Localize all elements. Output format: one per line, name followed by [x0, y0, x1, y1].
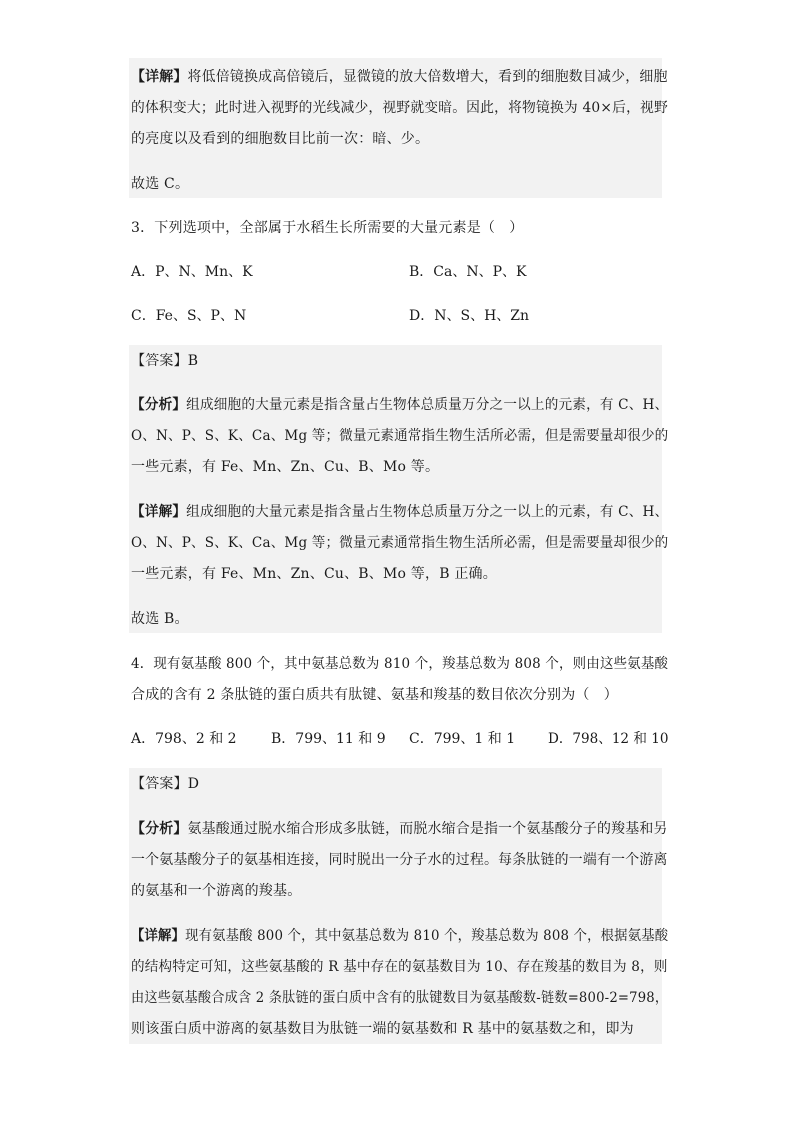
q3-option-c: C．Fe、S、P、N	[131, 308, 247, 324]
question-3-stem: 3．下列选项中，全部属于水稻生长所需要的大量元素是（ ）	[131, 220, 524, 236]
detail-line: 【详解】将低倍镜换成高倍镜后，显微镜的放大倍数增大，看到的细胞数目减少，细胞	[131, 69, 668, 85]
q4-analysis-line: 的氨基和一个游离的羧基。	[131, 883, 302, 899]
q4-option-a: A．798、2 和 2	[131, 731, 237, 747]
detail-line: 的亮度以及看到的细胞数目比前一次：暗、少。	[131, 131, 430, 147]
question-4-stem: 4．现有氨基酸 800 个，其中氨基总数为 810 个，羧基总数为 808 个，则由这些氨基酸	[131, 656, 669, 672]
q4-detail-line: 【详解】现有氨基酸 800 个，其中氨基总数为 810 个，羧基总数为 808 个，根据氨基酸	[131, 928, 669, 944]
detail-line: 的体积变大；此时进入视野的光线减少，视野就变暗。因此，将物镜换为 40×后，视野	[131, 100, 668, 116]
q3-analysis-line: 【分析】组成细胞的大量元素是指含量占生物体总质量万分之一以上的元素，有 C、H、	[131, 397, 669, 413]
conclusion: 故选 C。	[131, 176, 190, 192]
q4-analysis-line: 【分析】氨基酸通过脱水缩合形成多肽链，而脱水缩合是指一个氨基酸分子的羧基和另	[131, 821, 668, 837]
q3-option-a: A．P、N、Mn、K	[131, 264, 253, 280]
q3-analysis-line: O、N、P、S、K、Ca、Mg 等；微量元素通常指生物生活所必需，但是需要量却很少的	[131, 428, 669, 444]
q3-conclusion: 故选 B。	[131, 611, 189, 627]
q4-option-c: C．799、1 和 1	[409, 731, 516, 747]
q3-detail-line: 【详解】组成细胞的大量元素是指含量占生物体总质量万分之一以上的元素，有 C、H、	[131, 504, 669, 520]
q4-option-b: B．799、11 和 9	[271, 731, 386, 747]
q3-detail-line: 一些元素，有 Fe、Mn、Zn、Cu、B、Mo 等，B 正确。	[131, 566, 497, 582]
q4-detail-line: 则该蛋白质中游离的氨基数目为肽链一端的氨基数和 R 基中的氨基数之和，即为	[131, 1021, 634, 1037]
q3-option-d: D．N、S、H、Zn	[409, 308, 530, 324]
q3-option-b: B．Ca、N、P、K	[409, 264, 527, 280]
detail-tag: 【详解】	[131, 69, 188, 85]
q3-analysis-line: 一些元素，有 Fe、Mn、Zn、Cu、B、Mo 等。	[131, 459, 440, 475]
solution-shade-2	[129, 345, 662, 633]
q4-answer: 【答案】D	[131, 776, 200, 792]
q4-analysis-line: 一个氨基酸分子的氨基相连接，同时脱出一分子水的过程。每条肽链的一端有一个游离	[131, 852, 668, 868]
q4-detail-line: 由这些氨基酸合成含 2 条肽链的蛋白质中含有的肽键数目为氨基酸数-链数=800-2=798，	[131, 990, 669, 1006]
question-4-stem: 合成的含有 2 条肽链的蛋白质共有肽键、氨基和羧基的数目依次分别为（ ）	[131, 687, 619, 703]
q3-detail-line: O、N、P、S、K、Ca、Mg 等；微量元素通常指生物生活所必需，但是需要量却很少的	[131, 535, 669, 551]
analysis-tag: 【分析】	[131, 397, 187, 413]
detail-tag: 【详解】	[131, 928, 186, 944]
q4-detail-line: 的结构特定可知，这些氨基酸的 R 基中存在的氨基数目为 10、存在羧基的数目为 8，则	[131, 959, 668, 975]
q3-answer: 【答案】B	[131, 353, 199, 369]
analysis-tag: 【分析】	[131, 821, 188, 837]
detail-tag: 【详解】	[131, 504, 187, 520]
q4-option-d: D．798、12 和 10	[548, 731, 669, 747]
